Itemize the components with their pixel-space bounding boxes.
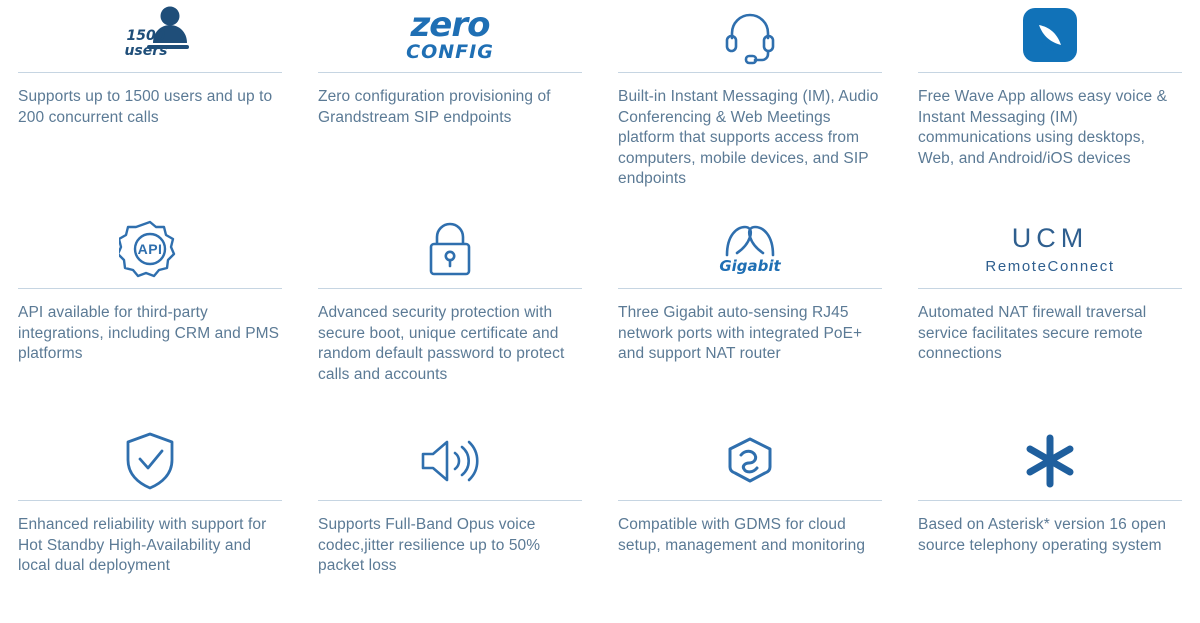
feature-text: Three Gigabit auto-sensing RJ45 network ports with integrated PoE+ and support NAT router bbox=[618, 304, 863, 363]
icon-area bbox=[618, 0, 882, 72]
divider bbox=[918, 72, 1182, 73]
feature-cell-remoteconnect bbox=[900, 212, 1200, 424]
feature-text: Zero configuration provisioning of Grandstream SIP endpoints bbox=[318, 88, 551, 126]
zero-logo-line1: zero bbox=[410, 5, 490, 45]
gigabit-label: Gigabit bbox=[719, 257, 781, 275]
feature-text: Free Wave App allows easy voice & Instant Messaging (IM) communications using desktops, Web, and Android/iOS devices bbox=[918, 88, 1168, 167]
divider bbox=[18, 72, 282, 73]
shield-check-icon bbox=[122, 430, 178, 492]
ucm-logo-line2: RemoteConnect bbox=[985, 257, 1115, 275]
wave-app-icon bbox=[1021, 6, 1079, 64]
icon-area bbox=[318, 0, 582, 72]
icon-area bbox=[18, 212, 282, 288]
icon-area bbox=[618, 424, 882, 500]
feature-cell-gdms bbox=[600, 424, 900, 623]
zero-logo-line2: CONFIG bbox=[406, 41, 494, 63]
feature-cell-messaging bbox=[600, 0, 900, 212]
feature-text: Based on Asterisk* version 16 open source telephony operating system bbox=[918, 516, 1167, 554]
feature-text: Built-in Instant Messaging (IM), Audio Conferencing & Web Meetings platform that supports access from computers, mobile devices, and SIP endpoints bbox=[618, 88, 879, 188]
divider bbox=[918, 288, 1182, 289]
api-gear-label: API bbox=[137, 241, 163, 257]
feature-text: Enhanced reliability with support for Hot Standby High-Availability and local dual deployment bbox=[18, 516, 267, 575]
icon-area bbox=[918, 424, 1182, 500]
zero-config-logo-icon bbox=[406, 5, 494, 63]
feature-cell-reliability bbox=[0, 424, 300, 623]
divider bbox=[318, 500, 582, 501]
divider bbox=[318, 72, 582, 73]
divider bbox=[318, 288, 582, 289]
ucm-remoteconnect-logo-icon bbox=[985, 223, 1114, 275]
gigabit-icon bbox=[717, 223, 783, 275]
feature-text: Supports up to 1500 users and up to 200 concurrent calls bbox=[18, 88, 273, 126]
icon-area bbox=[918, 212, 1182, 288]
icon-area bbox=[918, 0, 1182, 72]
feature-cell-users bbox=[0, 0, 300, 212]
divider bbox=[18, 288, 282, 289]
feature-cell-wave-app bbox=[900, 0, 1200, 212]
divider bbox=[618, 500, 882, 501]
users-1500-label: 1500 users bbox=[124, 28, 168, 59]
feature-cell-api bbox=[0, 212, 300, 424]
divider bbox=[18, 500, 282, 501]
divider bbox=[618, 288, 882, 289]
feature-text: Supports Full-Band Opus voice codec,jitter resilience up to 50% packet loss bbox=[318, 516, 541, 575]
headset-icon bbox=[719, 4, 781, 66]
feature-cell-opus bbox=[300, 424, 600, 623]
gdms-cloud-icon bbox=[719, 435, 781, 487]
speaker-sound-icon bbox=[417, 433, 483, 489]
api-gear-icon bbox=[119, 218, 181, 280]
icon-area bbox=[618, 212, 882, 288]
icon-area bbox=[18, 424, 282, 500]
feature-text: Compatible with GDMS for cloud setup, management and monitoring bbox=[618, 516, 866, 554]
icon-area bbox=[318, 424, 582, 500]
feature-text: API available for third-party integrations, including CRM and PMS platforms bbox=[18, 304, 280, 363]
icon-area bbox=[318, 212, 582, 288]
feature-cell-zero-config bbox=[300, 0, 600, 212]
users-1500-icon bbox=[107, 3, 193, 67]
padlock-icon bbox=[423, 218, 477, 280]
feature-cell-gigabit bbox=[600, 212, 900, 424]
divider bbox=[918, 500, 1182, 501]
feature-cell-security bbox=[300, 212, 600, 424]
icon-area bbox=[18, 0, 282, 72]
ucm-logo-line1: UCM bbox=[1011, 222, 1089, 253]
feature-text: Automated NAT firewall traversal service facilitates secure remote connections bbox=[918, 304, 1147, 363]
feature-cell-asterisk bbox=[900, 424, 1200, 623]
divider bbox=[618, 72, 882, 73]
feature-text: Advanced security protection with secure boot, unique certificate and random default password to protect calls and accounts bbox=[318, 304, 565, 383]
asterisk-icon bbox=[1021, 432, 1079, 490]
